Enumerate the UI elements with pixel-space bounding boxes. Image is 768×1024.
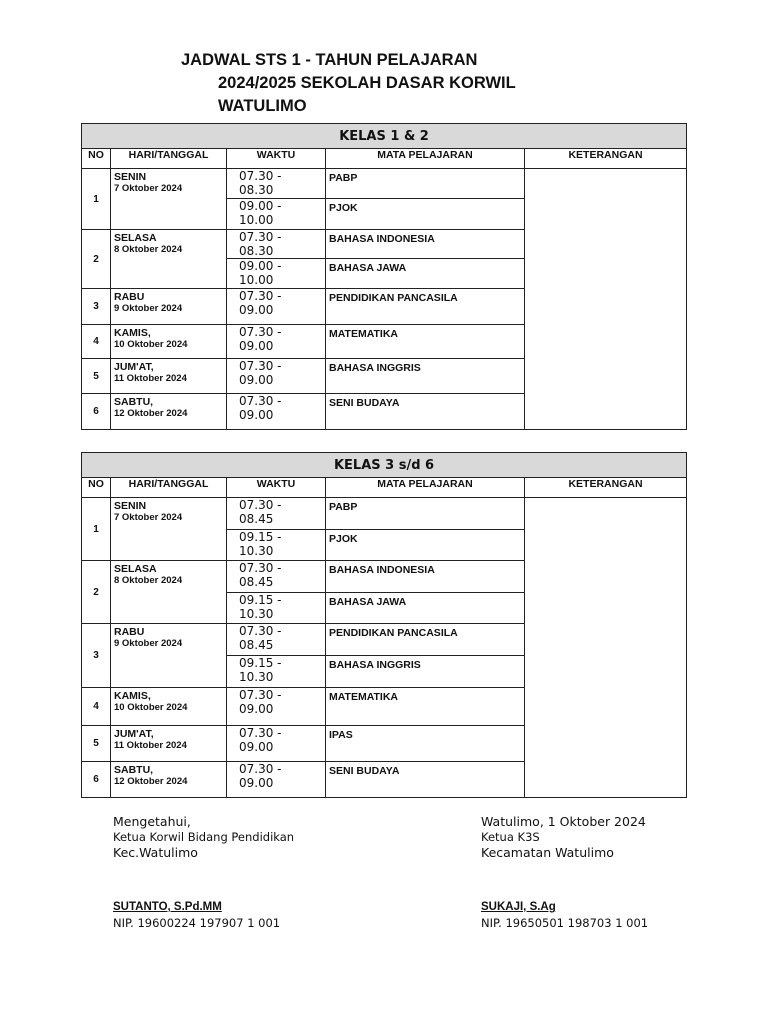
day-date: 8 Oktober 2024 [114,244,183,255]
col-note-header: KETERANGAN [525,149,687,169]
time-start: 07.30 - [239,726,282,740]
row-number: 3 [82,289,111,325]
row-number: 1 [82,498,111,561]
time-start: 07.30 - [239,624,282,638]
col-day-header: HARI/TANGGAL [111,478,227,498]
time-start: 07.30 - [239,325,282,339]
sig-left-name: SUTANTO, S.Pd.MM [113,901,222,913]
col-no-header: NO [82,478,111,498]
time-end: 09.00 [239,775,274,790]
time-end: 09.00 [239,302,274,317]
subject-cell: PABP [326,169,525,199]
time-start: 09.00 - [239,199,282,213]
day-cell [111,498,227,561]
day-cell [111,169,227,230]
subject-cell: BAHASA INGGRIS [326,359,525,394]
day-name: SABTU, [114,764,154,776]
signature-left [113,814,294,931]
day-cell [111,762,227,798]
col-note-header: KETERANGAN [525,478,687,498]
time-start: 09.15 - [239,530,282,544]
day-name: JUM'AT, [114,361,154,373]
time-cell [227,259,326,289]
subject-cell: PENDIDIKAN PANCASILA [326,289,525,325]
time-cell [227,624,326,656]
subject-cell: SENI BUDAYA [326,762,525,798]
row-number: 3 [82,624,111,688]
row-number: 6 [82,762,111,798]
day-date: 11 Oktober 2024 [114,373,187,384]
class-heading-row [82,124,687,149]
col-subject-header: MATA PELAJARAN [326,149,525,169]
time-start: 09.15 - [239,656,282,670]
time-start: 07.30 - [239,359,282,373]
time-end: 08.45 [239,511,274,526]
note-cell [525,169,687,430]
time-start: 07.30 - [239,498,282,512]
time-end: 10.30 [239,543,274,558]
subject-cell: IPAS [326,726,525,762]
day-date: 7 Oktober 2024 [114,183,183,194]
time-start: 07.30 - [239,561,282,575]
time-start: 07.30 - [239,394,282,408]
time-cell [227,726,326,762]
day-name: SENIN [114,171,147,183]
time-start: 07.30 - [239,762,282,776]
day-date: 7 Oktober 2024 [114,512,183,523]
time-end: 08.30 [239,243,274,258]
day-date: 10 Oktober 2024 [114,702,188,713]
sig-left-line2: Ketua Korwil Bidang Pendidikan [113,830,295,844]
row-number: 4 [82,325,111,359]
subject-cell: BAHASA INDONESIA [326,561,525,593]
day-cell [111,624,227,688]
time-cell [227,498,326,530]
class-heading: KELAS 3 s/d 6 [82,453,687,478]
col-time-header: WAKTU [227,478,326,498]
time-start: 07.30 - [239,230,282,244]
day-date: 10 Oktober 2024 [114,339,188,350]
day-cell [111,561,227,624]
row-number: 1 [82,169,111,230]
sig-right-name: SUKAJI, S.Ag [481,901,556,913]
day-cell [111,726,227,762]
time-cell [227,762,326,798]
schedule-table-kelas-3-6 [81,452,687,798]
time-end: 10.00 [239,272,274,287]
time-cell [227,230,326,259]
time-start: 09.15 - [239,593,282,607]
day-name: JUM'AT, [114,728,154,740]
document-title [0,49,768,118]
day-cell [111,394,227,430]
day-cell [111,359,227,394]
day-name: SELASA [114,563,157,575]
day-name: RABU [114,626,145,638]
column-header-row [82,478,687,498]
day-name: SENIN [114,500,147,512]
day-date: 9 Oktober 2024 [114,638,183,649]
subject-cell: PJOK [326,199,525,230]
time-end: 10.30 [239,669,274,684]
time-end: 10.00 [239,212,274,227]
time-end: 08.45 [239,574,274,589]
time-end: 08.45 [239,637,274,652]
row-number: 2 [82,561,111,624]
time-cell [227,289,326,325]
row-number: 5 [82,359,111,394]
time-end: 10.30 [239,606,274,621]
subject-cell: MATEMATIKA [326,688,525,726]
col-subject-header: MATA PELAJARAN [326,478,525,498]
day-name: KAMIS, [114,327,151,339]
row-number: 2 [82,230,111,289]
sig-left-nip: NIP. 19600224 197907 1 001 [113,916,281,930]
time-start: 07.30 - [239,289,282,303]
time-end: 09.00 [239,739,274,754]
day-cell [111,325,227,359]
time-cell [227,394,326,430]
subject-cell: BAHASA INGGRIS [326,656,525,688]
time-start: 09.00 - [239,259,282,273]
day-cell [111,230,227,289]
time-start: 07.30 - [239,169,282,183]
column-header-row [82,149,687,169]
subject-cell: PENDIDIKAN PANCASILA [326,624,525,656]
class-heading-row [82,453,687,478]
day-name: SELASA [114,232,157,244]
day-date: 12 Oktober 2024 [114,776,188,787]
table-row [82,169,687,199]
class-heading: KELAS 1 & 2 [82,124,687,149]
table-row [82,498,687,530]
time-cell [227,530,326,561]
time-cell [227,688,326,726]
col-day-header: HARI/TANGGAL [111,149,227,169]
sig-left-line3: Kec.Watulimo [113,845,198,860]
time-cell [227,169,326,199]
sig-right-line1: Watulimo, 1 Oktober 2024 [481,814,646,829]
day-date: 9 Oktober 2024 [114,303,183,314]
sig-right-line2: Ketua K3S [481,830,540,844]
row-number: 6 [82,394,111,430]
time-cell [227,359,326,394]
day-cell [111,289,227,325]
title-line-1: JADWAL STS 1 - TAHUN PELAJARAN [181,51,478,69]
time-cell [227,656,326,688]
subject-cell: PJOK [326,530,525,561]
day-date: 12 Oktober 2024 [114,408,188,419]
subject-cell: BAHASA JAWA [326,259,525,289]
subject-cell: MATEMATIKA [326,325,525,359]
sig-right-line3: Kecamatan Watulimo [481,845,614,860]
row-number: 4 [82,688,111,726]
day-name: KAMIS, [114,690,151,702]
schedule-table-kelas-1-2 [81,123,687,430]
day-date: 11 Oktober 2024 [114,740,187,751]
time-end: 09.00 [239,338,274,353]
title-line-3: WATULIMO [218,97,307,115]
note-cell [525,498,687,798]
time-cell [227,325,326,359]
subject-cell: BAHASA INDONESIA [326,230,525,259]
time-end: 09.00 [239,372,274,387]
time-cell [227,199,326,230]
day-date: 8 Oktober 2024 [114,575,183,586]
title-line-2: 2024/2025 SEKOLAH DASAR KORWIL [218,74,516,92]
sig-right-nip: NIP. 19650501 198703 1 001 [481,916,649,930]
time-cell [227,593,326,624]
col-no-header: NO [82,149,111,169]
day-name: SABTU, [114,396,154,408]
time-end: 09.00 [239,407,274,422]
day-cell [111,688,227,726]
subject-cell: BAHASA JAWA [326,593,525,624]
subject-cell: SENI BUDAYA [326,394,525,430]
time-end: 09.00 [239,701,274,716]
time-cell [227,561,326,593]
subject-cell: PABP [326,498,525,530]
sig-left-line1: Mengetahui, [113,814,191,829]
time-end: 08.30 [239,182,274,197]
signature-right [481,814,648,931]
col-time-header: WAKTU [227,149,326,169]
day-name: RABU [114,291,145,303]
row-number: 5 [82,726,111,762]
time-start: 07.30 - [239,688,282,702]
